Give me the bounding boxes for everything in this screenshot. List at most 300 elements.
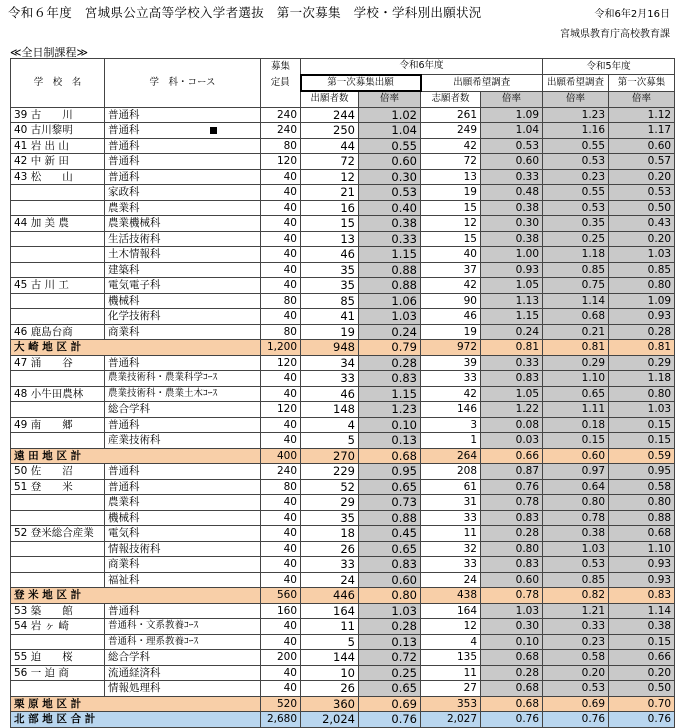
hope-ratio-cell: 0.48 [481, 185, 543, 201]
applicants-cell: 33 [301, 557, 359, 573]
survey-header: 出願希望調査 [421, 75, 543, 92]
course-cell: 商業科 [105, 557, 261, 573]
hope-ratio-cell: 1.15 [481, 309, 543, 325]
course-cell: 機械科 [105, 510, 261, 526]
school-name-cell [11, 200, 105, 216]
r5-first-ratio-cell: 0.80 [609, 386, 675, 402]
capacity-cell: 40 [261, 665, 301, 681]
hopefuls-cell: 19 [421, 185, 481, 201]
first-app-header: 第一次募集出願 [301, 75, 421, 92]
r5-first-ratio-cell: 0.15 [609, 634, 675, 650]
hopefuls-cell: 1 [421, 433, 481, 449]
hope-ratio-cell: 0.53 [481, 138, 543, 154]
r5-first-ratio-cell: 1.03 [609, 402, 675, 418]
hope-ratio-cell: 0.03 [481, 433, 543, 449]
applicants-cell: 11 [301, 619, 359, 635]
table-row [11, 309, 675, 325]
course-cell: 普通科・理系教養ｺｰｽ [105, 634, 261, 650]
course-cell [105, 123, 261, 139]
applicants-cell: 13 [301, 231, 359, 247]
hope-ratio-cell: 0.68 [481, 696, 543, 712]
table-row [11, 107, 675, 123]
course-label: 普通科 [108, 124, 140, 137]
table-row [11, 510, 675, 526]
course-cell: 農業科 [105, 200, 261, 216]
school-name-cell: 42 中 新 田 [11, 154, 105, 170]
applicants-cell: 35 [301, 510, 359, 526]
applicants-cell: 19 [301, 324, 359, 340]
course-cell: 総合学科 [105, 650, 261, 666]
r5-survey-ratio-cell: 0.53 [543, 154, 609, 170]
ratio-cell: 0.30 [359, 169, 421, 185]
r5-first-ratio-cell: 1.09 [609, 293, 675, 309]
applicants-cell: 10 [301, 665, 359, 681]
r5-first-ratio-cell: 0.95 [609, 464, 675, 480]
hope-ratio-cell: 0.38 [481, 231, 543, 247]
col-school-header: 学 校 名 [11, 59, 105, 108]
capacity-cell: 40 [261, 386, 301, 402]
r5-first-ratio-cell: 0.59 [609, 448, 675, 464]
ratio-cell: 0.88 [359, 262, 421, 278]
table-row [11, 495, 675, 511]
r5-survey-ratio-cell: 1.14 [543, 293, 609, 309]
course-cell: 普通科・文系教養ｺｰｽ [105, 619, 261, 635]
applicants-cell: 4 [301, 417, 359, 433]
table-row [11, 402, 675, 418]
r5-first-ratio-cell: 0.93 [609, 557, 675, 573]
hopefuls-cell: 15 [421, 200, 481, 216]
r5-survey-ratio-cell: 0.69 [543, 696, 609, 712]
hope-ratio-cell: 0.68 [481, 650, 543, 666]
r6-header: 令和6年度 [301, 59, 543, 75]
r5-survey-ratio-cell: 0.85 [543, 572, 609, 588]
school-name-cell: 44 加 美 農 [11, 216, 105, 232]
capacity-blank [261, 91, 301, 107]
school-name-cell: 48 小牛田農林 [11, 386, 105, 402]
subtotal-row [11, 696, 675, 712]
hope-ratio-cell: 0.68 [481, 681, 543, 697]
r5-survey-ratio-cell: 0.29 [543, 355, 609, 371]
table-row [11, 154, 675, 170]
r5-first-ratio-cell: 0.93 [609, 309, 675, 325]
course-cell: 普通科 [105, 464, 261, 480]
r5-first-ratio-cell: 0.93 [609, 572, 675, 588]
course-cell: 普通科 [105, 603, 261, 619]
capacity-cell: 40 [261, 371, 301, 387]
table-row [11, 479, 675, 495]
hopefuls-cell: 208 [421, 464, 481, 480]
table-row [11, 278, 675, 294]
course-cell: 普通科 [105, 169, 261, 185]
capacity-cell: 80 [261, 324, 301, 340]
hope-ratio-cell: 1.05 [481, 278, 543, 294]
ratio-cell: 1.15 [359, 247, 421, 263]
applicants-cell: 244 [301, 107, 359, 123]
r5-first-ratio-cell: 0.80 [609, 278, 675, 294]
applicants-cell: 33 [301, 371, 359, 387]
r5-first-ratio-cell: 0.58 [609, 479, 675, 495]
hopefuls-cell: 11 [421, 526, 481, 542]
capacity-cell: 520 [261, 696, 301, 712]
hopefuls-cell: 353 [421, 696, 481, 712]
capacity-cell: 40 [261, 262, 301, 278]
ratio-cell: 0.88 [359, 278, 421, 294]
table-row [11, 619, 675, 635]
r5-first-ratio-cell: 0.83 [609, 588, 675, 604]
capacity-cell: 40 [261, 200, 301, 216]
region-name-cell: 北 部 地 区 合 計 [11, 712, 261, 728]
ratio-cell: 0.72 [359, 650, 421, 666]
applications-table [10, 58, 675, 728]
table-row [11, 557, 675, 573]
r5-survey-ratio-header: 倍率 [543, 91, 609, 107]
hope-ratio-cell: 0.93 [481, 262, 543, 278]
applicants-cell: 164 [301, 603, 359, 619]
r5-survey-ratio-cell: 0.53 [543, 200, 609, 216]
r5-survey-ratio-cell: 0.81 [543, 340, 609, 356]
r5-survey-ratio-cell: 0.64 [543, 479, 609, 495]
hopefuls-cell: 12 [421, 619, 481, 635]
applicants-cell: 85 [301, 293, 359, 309]
ratio-cell: 0.83 [359, 371, 421, 387]
hope-ratio-cell: 0.38 [481, 200, 543, 216]
issuing-org: 宮城県教育庁高校教育課 [560, 29, 670, 40]
hopefuls-cell: 19 [421, 324, 481, 340]
school-name-cell: 41 岩 出 山 [11, 138, 105, 154]
ratio-cell: 1.04 [359, 123, 421, 139]
r5-first-ratio-cell: 0.38 [609, 619, 675, 635]
school-name-cell [11, 185, 105, 201]
ratio-cell: 0.28 [359, 619, 421, 635]
capacity-cell: 40 [261, 169, 301, 185]
applicants-cell: 16 [301, 200, 359, 216]
hope-ratio-cell: 0.83 [481, 557, 543, 573]
capacity-cell: 80 [261, 293, 301, 309]
capacity-cell: 120 [261, 402, 301, 418]
ratio-cell: 1.03 [359, 309, 421, 325]
hopefuls-cell: 61 [421, 479, 481, 495]
school-name-cell [11, 433, 105, 449]
hopefuls-cell: 32 [421, 541, 481, 557]
r5-survey-ratio-cell: 1.21 [543, 603, 609, 619]
hopefuls-cell: 31 [421, 495, 481, 511]
capacity-cell: 400 [261, 448, 301, 464]
hopefuls-cell: 249 [421, 123, 481, 139]
report-date: 令和6年2月16日 [594, 9, 670, 20]
hope-ratio-cell: 0.28 [481, 665, 543, 681]
r5-survey-ratio-cell: 1.10 [543, 371, 609, 387]
school-name-cell [11, 247, 105, 263]
course-cell: 農業技術科・農業科学ｺｰｽ [105, 371, 261, 387]
hopefuls-cell: 15 [421, 231, 481, 247]
applicants-cell: 24 [301, 572, 359, 588]
hope-ratio-cell: 0.76 [481, 712, 543, 728]
applicants-cell: 46 [301, 247, 359, 263]
capacity-cell: 40 [261, 572, 301, 588]
applicants-cell: 72 [301, 154, 359, 170]
school-name-cell: 49 南 郷 [11, 417, 105, 433]
ratio-cell: 0.13 [359, 433, 421, 449]
r5-survey-ratio-cell: 1.11 [543, 402, 609, 418]
course-cell: 普通科 [105, 107, 261, 123]
hopefuls-cell: 24 [421, 572, 481, 588]
ratio-cell: 0.28 [359, 355, 421, 371]
applicants-cell: 5 [301, 433, 359, 449]
r5-survey-ratio-cell: 0.53 [543, 681, 609, 697]
applicants-cell: 18 [301, 526, 359, 542]
school-name-cell: 47 涌 谷 [11, 355, 105, 371]
course-cell: 情報技術科 [105, 541, 261, 557]
course-cell: 農業技術科・農業土木ｺｰｽ [105, 386, 261, 402]
capacity-cell: 80 [261, 479, 301, 495]
applicants-cell: 52 [301, 479, 359, 495]
r5-first-ratio-cell: 0.57 [609, 154, 675, 170]
hope-ratio-cell: 0.24 [481, 324, 543, 340]
ratio-cell: 0.40 [359, 200, 421, 216]
r5-first-ratio-cell: 0.29 [609, 355, 675, 371]
square-marker-icon [210, 127, 217, 134]
hopefuls-cell: 4 [421, 634, 481, 650]
applicants-cell: 270 [301, 448, 359, 464]
school-name-cell: 40 古川黎明 [11, 123, 105, 139]
r5-survey-ratio-cell: 0.15 [543, 433, 609, 449]
table-row [11, 433, 675, 449]
school-name-cell: 55 迫 桜 [11, 650, 105, 666]
hopefuls-cell: 264 [421, 448, 481, 464]
course-cell: 総合学科 [105, 402, 261, 418]
table-row [11, 138, 675, 154]
applicants-cell: 360 [301, 696, 359, 712]
hope-ratio-cell: 1.04 [481, 123, 543, 139]
r5-survey-ratio-cell: 0.35 [543, 216, 609, 232]
r5-survey-ratio-cell: 0.23 [543, 634, 609, 650]
r5-first-ratio-cell: 0.20 [609, 169, 675, 185]
hope-ratio-cell: 0.78 [481, 588, 543, 604]
applicants-cell: 229 [301, 464, 359, 480]
applicants-cell: 34 [301, 355, 359, 371]
table-row [11, 200, 675, 216]
ratio-cell: 0.88 [359, 510, 421, 526]
course-cell: 産業技術科 [105, 433, 261, 449]
course-cell: 普通科 [105, 154, 261, 170]
ratio-cell: 0.38 [359, 216, 421, 232]
ratio-cell: 0.65 [359, 681, 421, 697]
hope-ratio-cell: 0.81 [481, 340, 543, 356]
school-name-cell [11, 371, 105, 387]
school-name-cell: 56 一 迫 商 [11, 665, 105, 681]
school-name-cell [11, 541, 105, 557]
r5-first-ratio-cell: 0.85 [609, 262, 675, 278]
hopefuls-cell: 164 [421, 603, 481, 619]
capacity-cell: 40 [261, 309, 301, 325]
r5-survey-ratio-cell: 0.38 [543, 526, 609, 542]
ratio-cell: 0.60 [359, 572, 421, 588]
capacity-cell: 240 [261, 123, 301, 139]
r5-survey-ratio-cell: 0.76 [543, 712, 609, 728]
school-name-cell [11, 572, 105, 588]
region-name-cell: 遠 田 地 区 計 [11, 448, 261, 464]
course-cell: 生活技術科 [105, 231, 261, 247]
course-cell: 流通経済科 [105, 665, 261, 681]
hope-ratio-header: 倍率 [481, 91, 543, 107]
applicants-cell: 26 [301, 681, 359, 697]
capacity-cell: 200 [261, 650, 301, 666]
course-cell: 普通科 [105, 138, 261, 154]
applicants-cell: 46 [301, 386, 359, 402]
r5-first-ratio-cell: 1.10 [609, 541, 675, 557]
ratio-cell: 0.55 [359, 138, 421, 154]
hopefuls-cell: 37 [421, 262, 481, 278]
course-cell: 福祉科 [105, 572, 261, 588]
table-row [11, 665, 675, 681]
region-name-cell: 大 崎 地 区 計 [11, 340, 261, 356]
table-row [11, 324, 675, 340]
r5-survey-ratio-cell: 1.23 [543, 107, 609, 123]
school-name-cell [11, 402, 105, 418]
hopefuls-header: 志願者数 [421, 91, 481, 107]
school-name-cell [11, 262, 105, 278]
table-row [11, 371, 675, 387]
capacity-cell: 40 [261, 185, 301, 201]
col-course-header: 学 科・コース [105, 59, 261, 108]
ratio-cell: 0.45 [359, 526, 421, 542]
r5-survey-ratio-cell: 0.53 [543, 557, 609, 573]
capacity-cell: 40 [261, 634, 301, 650]
ratio-cell: 1.15 [359, 386, 421, 402]
capacity-cell: 120 [261, 154, 301, 170]
r5-first-ratio-cell: 0.60 [609, 138, 675, 154]
course-cell: 情報処理科 [105, 681, 261, 697]
hope-ratio-cell: 0.78 [481, 495, 543, 511]
hopefuls-cell: 438 [421, 588, 481, 604]
ratio-cell: 0.65 [359, 479, 421, 495]
r5-survey-ratio-cell: 0.58 [543, 650, 609, 666]
hopefuls-cell: 42 [421, 386, 481, 402]
applicants-cell: 44 [301, 138, 359, 154]
capacity-cell: 40 [261, 619, 301, 635]
table-row [11, 464, 675, 480]
r5-first-ratio-cell: 0.76 [609, 712, 675, 728]
ratio-cell: 0.79 [359, 340, 421, 356]
r5-survey-ratio-cell: 0.20 [543, 665, 609, 681]
school-name-cell [11, 495, 105, 511]
school-name-cell [11, 510, 105, 526]
col-capacity-header-1: 募集 [261, 59, 301, 75]
hope-ratio-cell: 1.22 [481, 402, 543, 418]
r5-survey-ratio-cell: 1.03 [543, 541, 609, 557]
hopefuls-cell: 13 [421, 169, 481, 185]
hope-ratio-cell: 1.03 [481, 603, 543, 619]
school-name-cell: 51 登 米 [11, 479, 105, 495]
r5-survey-ratio-cell: 0.85 [543, 262, 609, 278]
applicants-cell: 26 [301, 541, 359, 557]
course-cell: 普通科 [105, 417, 261, 433]
page-title: 令和６年度 宮城県公立高等学校入学者選抜 第一次募集 学校・学科別出願状況 [8, 5, 482, 20]
capacity-cell: 40 [261, 216, 301, 232]
total-row [11, 712, 675, 728]
region-name-cell: 登 米 地 区 計 [11, 588, 261, 604]
table-row [11, 216, 675, 232]
section-label: ≪全日制課程≫ [10, 46, 89, 59]
r5-first-ratio-cell: 0.43 [609, 216, 675, 232]
capacity-cell: 240 [261, 464, 301, 480]
hopefuls-cell: 40 [421, 247, 481, 263]
ratio-cell: 0.69 [359, 696, 421, 712]
ratio-cell: 0.65 [359, 541, 421, 557]
hopefuls-cell: 46 [421, 309, 481, 325]
r5-survey-ratio-cell: 1.16 [543, 123, 609, 139]
r5-survey-ratio-cell: 0.18 [543, 417, 609, 433]
r5-survey-ratio-cell: 0.75 [543, 278, 609, 294]
r5-first-ratio-cell: 0.53 [609, 185, 675, 201]
course-cell: 機械科 [105, 293, 261, 309]
school-name-cell: 53 築 館 [11, 603, 105, 619]
r5-survey-ratio-cell: 0.23 [543, 169, 609, 185]
table-row [11, 247, 675, 263]
hope-ratio-cell: 0.30 [481, 619, 543, 635]
r5-survey-ratio-cell: 0.65 [543, 386, 609, 402]
ratio-cell: 1.02 [359, 107, 421, 123]
r5-first-ratio-cell: 0.68 [609, 526, 675, 542]
course-cell: 化学技術科 [105, 309, 261, 325]
hope-ratio-cell: 1.09 [481, 107, 543, 123]
ratio-cell: 0.24 [359, 324, 421, 340]
capacity-cell: 40 [261, 526, 301, 542]
capacity-cell: 40 [261, 557, 301, 573]
r5-first-ratio-cell: 0.88 [609, 510, 675, 526]
school-name-cell [11, 557, 105, 573]
r5-first-ratio-cell: 0.20 [609, 231, 675, 247]
course-cell: 土木情報科 [105, 247, 261, 263]
capacity-cell: 240 [261, 107, 301, 123]
ratio-cell: 1.06 [359, 293, 421, 309]
hopefuls-cell: 27 [421, 681, 481, 697]
applicants-header: 出願者数 [301, 91, 359, 107]
table-row [11, 526, 675, 542]
school-name-cell: 50 佐 沼 [11, 464, 105, 480]
r5-first-ratio-cell: 1.17 [609, 123, 675, 139]
school-name-cell [11, 293, 105, 309]
hopefuls-cell: 42 [421, 138, 481, 154]
ratio-cell: 0.13 [359, 634, 421, 650]
r5-survey-ratio-cell: 0.97 [543, 464, 609, 480]
hope-ratio-cell: 1.13 [481, 293, 543, 309]
applicants-cell: 446 [301, 588, 359, 604]
hope-ratio-cell: 0.60 [481, 572, 543, 588]
capacity-cell: 40 [261, 247, 301, 263]
course-cell: 農業機械科 [105, 216, 261, 232]
r5-first-ratio-cell: 0.50 [609, 200, 675, 216]
hope-ratio-cell: 0.33 [481, 355, 543, 371]
capacity-cell: 2,680 [261, 712, 301, 728]
table-row [11, 541, 675, 557]
r5-survey-ratio-cell: 0.21 [543, 324, 609, 340]
capacity-cell: 40 [261, 541, 301, 557]
hopefuls-cell: 972 [421, 340, 481, 356]
school-name-cell: 45 古 川 工 [11, 278, 105, 294]
ratio-cell: 0.80 [359, 588, 421, 604]
subtotal-row [11, 448, 675, 464]
capacity-cell: 120 [261, 355, 301, 371]
course-cell: 農業科 [105, 495, 261, 511]
hope-ratio-cell: 0.76 [481, 479, 543, 495]
school-name-cell: 39 古 川 [11, 107, 105, 123]
r5-survey-ratio-cell: 0.78 [543, 510, 609, 526]
hope-ratio-cell: 0.66 [481, 448, 543, 464]
applicants-cell: 5 [301, 634, 359, 650]
table-row [11, 293, 675, 309]
hopefuls-cell: 33 [421, 557, 481, 573]
